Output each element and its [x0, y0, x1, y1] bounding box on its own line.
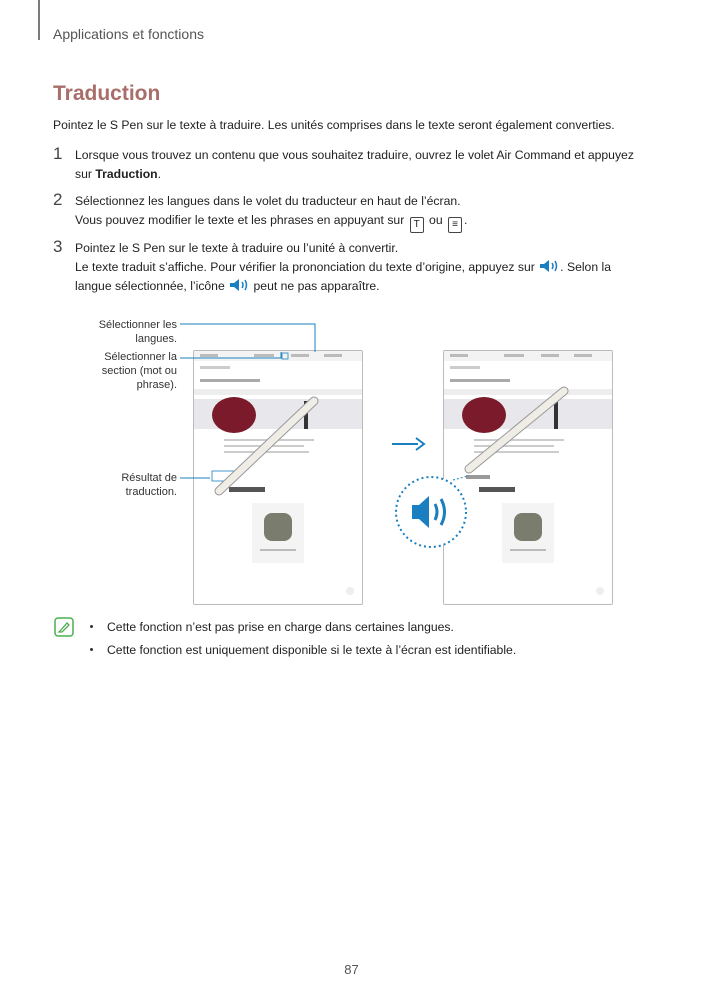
step-2-prefix: Vous pouvez modifier le texte et les phrases en appuyant sur: [75, 213, 405, 227]
callout-languages: [80, 318, 177, 346]
note-item: [90, 620, 454, 634]
step-3-prefix: Le texte traduit s’affiche. Pour vérifier la prononciation du texte d’origine, appuyez sur: [75, 260, 535, 274]
note-text: Cette fonction n’est pas prise en charge dans certaines langues.: [107, 620, 454, 634]
step-2-line-1: Sélectionnez les langues dans le volet du traducteur en haut de l’écran.: [75, 194, 461, 208]
step-3-line-2: [75, 258, 611, 277]
step-1-line-2: [75, 165, 634, 184]
step-3-line-1: Pointez le S Pen sur le texte à traduire ou l’unité à convertir.: [75, 241, 399, 255]
bullet: [90, 648, 93, 651]
section-title: Traduction: [53, 82, 161, 105]
note-item: [90, 643, 516, 657]
step-3-text: [75, 239, 611, 296]
step-1-suffix: .: [157, 167, 162, 181]
callout-languages-line: langues.: [135, 333, 177, 345]
step-2-line-2: [75, 211, 467, 233]
step-3-line3-suffix: peut ne pas apparaître.: [253, 279, 380, 293]
callout-result-line: Résultat de: [121, 472, 177, 484]
step-2-mid: ou: [429, 213, 443, 227]
step-3-suffix: . Selon la: [560, 260, 611, 274]
bullet: [90, 625, 93, 628]
step-number: 1: [53, 144, 63, 163]
arrow-right-icon: [390, 434, 426, 454]
callout-result-line: traduction.: [125, 486, 177, 498]
callout-lines: [180, 318, 360, 493]
callout-languages-line: Sélectionner les: [98, 319, 177, 331]
step-number: 3: [53, 237, 63, 256]
speaker-zoom-callout: [388, 472, 478, 552]
step-1-line-1: Lorsque vous trouvez un contenu que vous souhaitez traduire, ouvrez le volet Air Command et appuyez: [75, 148, 634, 162]
step-1-text: [75, 146, 634, 184]
step-1-bold: Traduction: [95, 167, 158, 181]
callout-section-line: section (mot ou: [101, 365, 177, 377]
speaker-icon: [228, 278, 250, 292]
page-number: 87: [344, 962, 359, 977]
step-3-line3-prefix: langue sélectionnée, l’icône: [75, 279, 225, 293]
callout-section-line: phrase).: [136, 379, 177, 391]
step-3-line-3: [75, 277, 611, 296]
note-text: Cette fonction est uniquement disponible si le texte à l’écran est identifiable.: [107, 643, 517, 657]
step-2-text: [75, 192, 467, 233]
note-icon: [54, 617, 74, 637]
callout-result: [80, 471, 177, 499]
callout-section-line: Sélectionner la: [104, 351, 177, 363]
speaker-icon: [538, 259, 560, 273]
intro-paragraph: Pointez le S Pen sur le texte à traduire. Les unités comprises dans le texte seront également converties.: [53, 118, 615, 132]
callout-section: [80, 350, 177, 392]
step-number: 2: [53, 190, 63, 209]
sentence-mode-icon: ≡: [448, 217, 462, 233]
text-mode-icon: T: [410, 217, 424, 233]
header-rule: [38, 0, 40, 40]
step-1-prefix: sur: [75, 167, 96, 181]
step-2-suffix: .: [464, 213, 468, 227]
header-title: Applications et fonctions: [53, 26, 204, 42]
